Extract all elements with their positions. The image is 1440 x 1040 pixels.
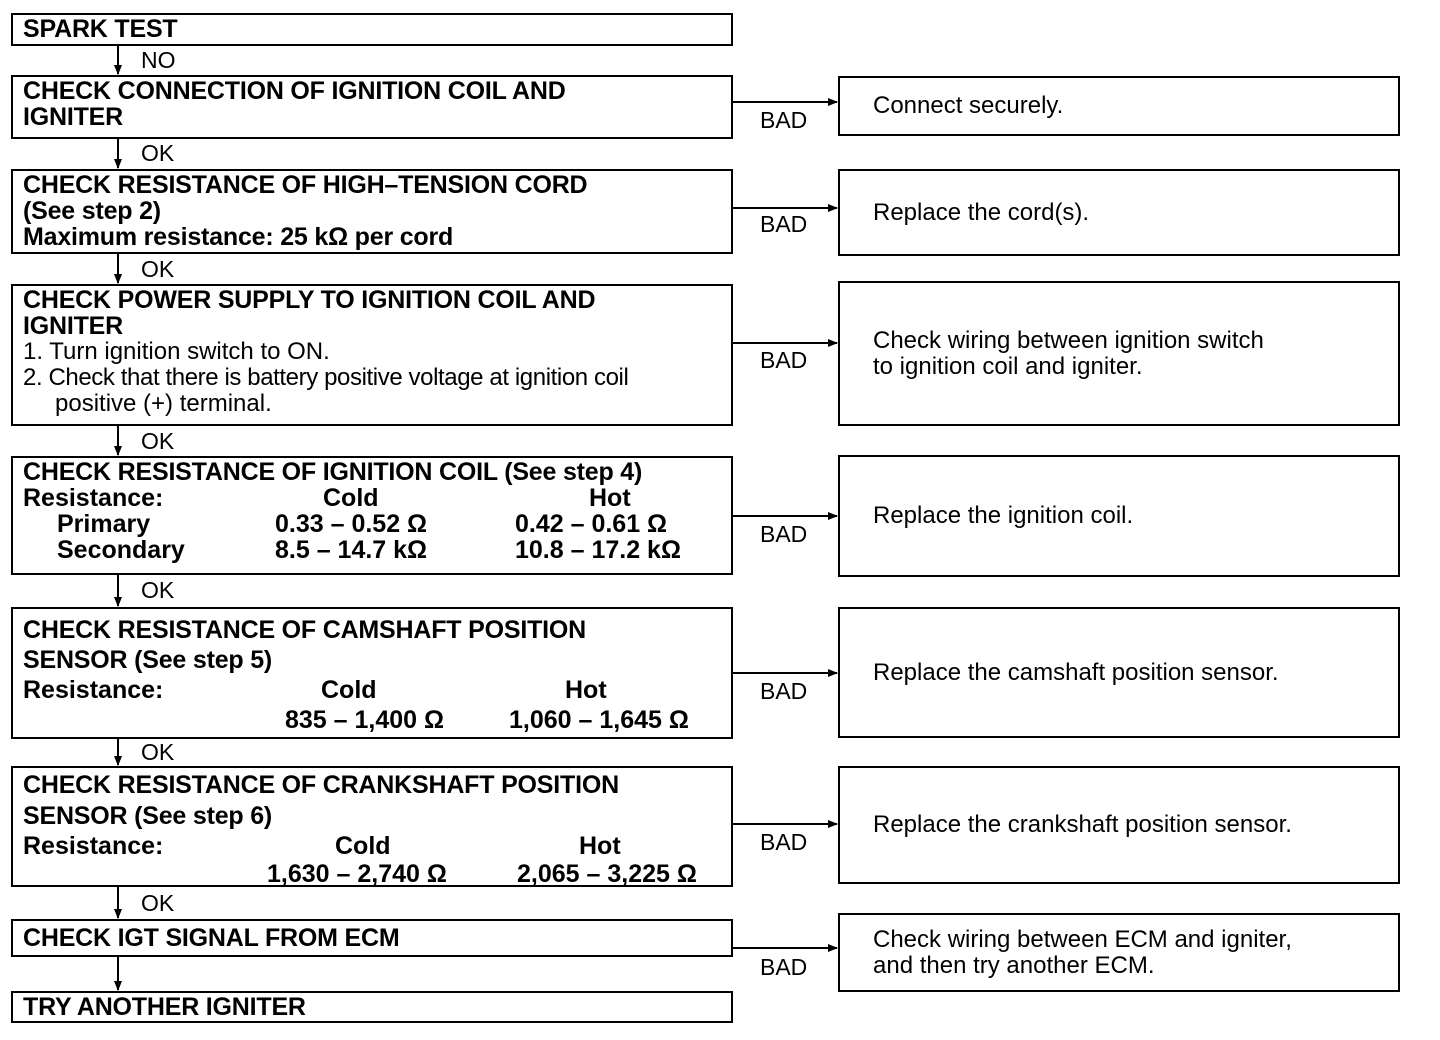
cold-header: Cold <box>323 484 379 512</box>
bad-label: BAD <box>760 107 808 133</box>
resistance-label: Resistance: <box>23 484 164 512</box>
cold-value: 1,630 – 2,740 Ω <box>267 860 447 888</box>
action-text: Check wiring between ignition switch <box>873 326 1264 354</box>
resistance-label: Resistance: <box>23 676 164 704</box>
action-check-wiring-ignition-switch <box>838 281 1400 426</box>
value-row <box>23 705 721 735</box>
step-title-line: CHECK POWER SUPPLY TO IGNITION COIL AND <box>23 286 596 314</box>
resistance-header-row <box>23 832 721 860</box>
action-text: and then try another ECM. <box>873 951 1155 979</box>
outlet-label-no: NO <box>141 47 176 73</box>
bad-label: BAD <box>760 829 808 855</box>
action-text: Replace the crankshaft position sensor. <box>873 811 1292 838</box>
outlet-label-ok: OK <box>141 890 175 916</box>
hot-value: 2,065 – 3,225 Ω <box>517 860 697 888</box>
row-name: Primary <box>57 510 151 538</box>
step-title: TRY ANOTHER IGNITER <box>23 993 306 1021</box>
check-camshaft-sensor-box <box>11 607 733 739</box>
check-igt-signal-box <box>11 919 733 957</box>
check-power-supply-box <box>11 284 733 426</box>
step-note: positive (+) terminal. <box>55 390 272 417</box>
outlet-label-ok: OK <box>141 256 175 282</box>
check-high-tension-cord-box <box>11 169 733 254</box>
step-title-line: CHECK RESISTANCE OF CAMSHAFT POSITION <box>23 616 586 644</box>
step-title-line: SENSOR (See step 5) <box>23 646 273 674</box>
outlet-label-ok: OK <box>141 428 175 454</box>
outlet-label-ok: OK <box>141 140 175 166</box>
check-connection-box <box>11 75 733 139</box>
step-title-line: CHECK CONNECTION OF IGNITION COIL AND <box>23 77 566 105</box>
step-title-line: CHECK RESISTANCE OF CRANKSHAFT POSITION <box>23 771 619 799</box>
row-name: Secondary <box>57 536 185 564</box>
secondary-row <box>23 537 721 563</box>
hot-value: 0.42 – 0.61 Ω <box>515 510 668 538</box>
bad-label: BAD <box>760 211 808 237</box>
try-another-igniter-box <box>11 991 733 1023</box>
cold-header: Cold <box>321 676 377 704</box>
step-title-line: SENSOR (See step 6) <box>23 802 273 830</box>
check-ignition-coil-resistance-box <box>11 456 733 575</box>
step-title-line: CHECK RESISTANCE OF HIGH–TENSION CORD <box>23 171 588 199</box>
outlet-label-ok: OK <box>141 739 175 765</box>
action-connect-securely <box>838 76 1400 136</box>
action-text: Connect securely. <box>873 92 1064 119</box>
bad-label: BAD <box>760 678 808 704</box>
step-title: CHECK IGT SIGNAL FROM ECM <box>23 924 400 952</box>
hot-value: 1,060 – 1,645 Ω <box>509 706 689 734</box>
action-replace-cords <box>838 169 1400 256</box>
action-check-wiring-ecm <box>838 913 1400 992</box>
hot-header: Hot <box>565 676 607 704</box>
step-title-line: IGNITER <box>23 312 123 340</box>
value-row <box>23 860 721 888</box>
cold-value: 835 – 1,400 Ω <box>285 706 445 734</box>
action-text: Replace the cord(s). <box>873 198 1090 226</box>
cold-header: Cold <box>335 832 391 860</box>
action-text: Check wiring between ECM and igniter, <box>873 925 1292 953</box>
action-replace-crankshaft-sensor <box>838 766 1400 884</box>
cold-value: 8.5 – 14.7 kΩ <box>275 536 428 564</box>
step-note: 1. Turn ignition switch to ON. <box>23 338 330 365</box>
step-title-line: IGNITER <box>23 103 123 131</box>
bad-label: BAD <box>760 347 808 373</box>
spark-test-box <box>11 13 733 46</box>
hot-header: Hot <box>579 832 621 860</box>
action-replace-camshaft-sensor <box>838 607 1400 738</box>
hot-value: 10.8 – 17.2 kΩ <box>515 536 682 564</box>
check-crankshaft-sensor-box <box>11 766 733 887</box>
primary-row <box>23 511 721 537</box>
step-spec-line: Maximum resistance: 25 kΩ per cord <box>23 223 454 251</box>
action-text: Replace the camshaft position sensor. <box>873 658 1279 686</box>
resistance-header-row <box>23 675 721 705</box>
step-title-line: (See step 2) <box>23 197 161 225</box>
cold-value: 0.33 – 0.52 Ω <box>275 510 428 538</box>
action-text: Replace the ignition coil. <box>873 502 1134 529</box>
bad-label: BAD <box>760 954 808 980</box>
action-text: to ignition coil and igniter. <box>873 352 1143 380</box>
outlet-label-ok: OK <box>141 577 175 603</box>
hot-header: Hot <box>589 484 631 512</box>
resistance-header-row <box>23 485 721 511</box>
resistance-label: Resistance: <box>23 832 164 860</box>
step-note: 2. Check that there is battery positive voltage at ignition coil <box>23 364 629 391</box>
action-replace-ignition-coil <box>838 455 1400 577</box>
step-title: SPARK TEST <box>23 15 178 43</box>
bad-label: BAD <box>760 521 808 547</box>
step-title-line: CHECK RESISTANCE OF IGNITION COIL (See step 4) <box>23 458 643 486</box>
